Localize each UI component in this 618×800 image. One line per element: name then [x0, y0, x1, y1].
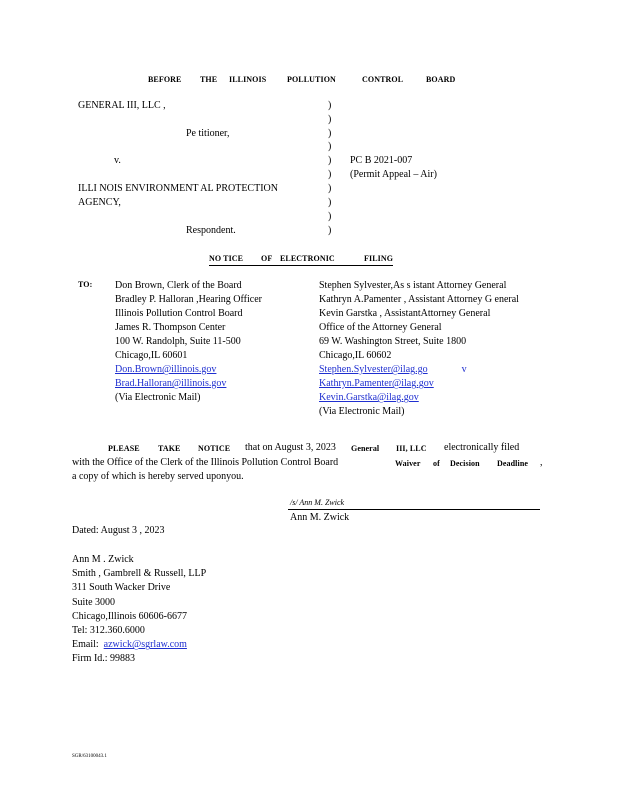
- paren: ): [328, 211, 332, 222]
- paren: ): [328, 128, 332, 139]
- notice-word-of: of: [433, 459, 440, 468]
- dated-line: Dated: August 3 , 2023: [72, 525, 165, 536]
- service-right-via: (Via Electronic Mail): [319, 406, 405, 417]
- notice-date-text: that on August 3, 2023: [245, 442, 336, 453]
- electronic-signature: /s/ Ann M. Zwick: [290, 498, 345, 507]
- notice-line-2: with the Office of the Clerk of the Illinois Pollution Control Board: [72, 457, 339, 468]
- title-word-notice: NO TICE: [209, 254, 244, 263]
- paren: ): [328, 141, 332, 152]
- attorney-line: Ann M . Zwick: [72, 554, 134, 565]
- paren: ): [328, 100, 332, 111]
- email-label: Email:: [72, 639, 99, 651]
- title-word-filing: FILING: [364, 254, 394, 263]
- petitioner-name: GENERAL III, LLC ,: [78, 100, 166, 111]
- service-right-line: 69 W. Washington Street, Suite 1800: [319, 336, 467, 347]
- notice-line-1-end: electronically filed: [444, 442, 520, 453]
- versus-label: v.: [114, 155, 121, 166]
- attorney-email-line: [72, 638, 208, 652]
- service-left-line: Bradley P. Halloran ,Hearing Officer: [115, 294, 262, 305]
- attorney-line: Tel: 312.360.6000: [72, 625, 145, 637]
- service-left-via: (Via Electronic Mail): [115, 392, 201, 403]
- email-link-kevin-garstka[interactable]: Kevin.Garstka@ilag.gov: [319, 392, 419, 403]
- email-link-stephen-sylvester-tail[interactable]: v: [461, 364, 467, 375]
- email-link-stephen-sylvester-wrap: [319, 363, 519, 377]
- notice-word-please: PLEASE: [108, 444, 140, 453]
- paren: ): [328, 225, 332, 236]
- notice-word-general: General: [351, 444, 380, 453]
- paren: ): [328, 114, 332, 125]
- footer-document-code: SGR/63100043.1: [72, 754, 107, 759]
- signer-name: Ann M. Zwick: [290, 512, 350, 523]
- case-number: PC B 2021-007: [350, 155, 413, 166]
- respondent-label: Respondent.: [186, 225, 236, 236]
- service-left-line: Illinois Pollution Control Board: [115, 308, 243, 319]
- attorney-line: Smith , Gambrell & Russell, LLP: [72, 568, 207, 580]
- notice-line-3: a copy of which is hereby served uponyou.: [72, 471, 244, 482]
- email-link-kathryn-pamenter[interactable]: Kathryn.Pamenter@ilag.gov: [319, 378, 434, 389]
- heading-before: BEFORE: [148, 75, 182, 84]
- respondent-name-line-1: ILLI NOIS ENVIRONMENT AL PROTECTION: [78, 183, 278, 194]
- to-label: TO:: [78, 280, 93, 289]
- service-left-line: 100 W. Randolph, Suite 11-500: [115, 336, 241, 347]
- paren: ): [328, 197, 332, 208]
- service-right-line: Kathryn A.Pamenter , Assistant Attorney G eneral: [319, 294, 519, 305]
- service-right-line: Stephen Sylvester,As s istant Attorney General: [319, 280, 507, 291]
- attorney-line: Chicago,Illinois 60606-6677: [72, 610, 187, 622]
- service-list-left: [115, 279, 262, 405]
- heading-the: THE: [200, 75, 218, 84]
- service-list-right: [319, 279, 519, 419]
- heading-control: CONTROL: [362, 75, 404, 84]
- heading-board: BOARD: [426, 75, 456, 84]
- firm-id: Firm Id.: 99883: [72, 653, 136, 665]
- signature-line: [288, 509, 540, 510]
- email-link-don-brown[interactable]: Don.Brown@illinois.gov: [115, 364, 217, 375]
- respondent-name-line-2: AGENCY,: [78, 197, 121, 208]
- notice-word-notice: NOTICE: [198, 444, 231, 453]
- notice-word-take: TAKE: [158, 444, 181, 453]
- email-link-stephen-sylvester[interactable]: Stephen.Sylvester@ilag.go: [319, 364, 428, 375]
- service-right-line: Office of the Attorney General: [319, 322, 442, 333]
- notice-word-deadline: Deadline: [497, 459, 529, 468]
- heading-pollution: POLLUTION: [287, 75, 336, 84]
- attorney-line: Suite 3000: [72, 596, 116, 608]
- notice-word-iii-llc: III, LLC: [396, 444, 427, 453]
- email-link-brad-halloran-wrap: [115, 377, 262, 391]
- email-link-ann-zwick[interactable]: azwick@sgrlaw.com: [103, 639, 187, 651]
- title-word-of: OF: [261, 254, 273, 263]
- service-right-line: Chicago,IL 60602: [319, 350, 392, 361]
- service-left-line: Chicago,IL 60601: [115, 350, 188, 361]
- notice-word-decision: Decision: [450, 459, 480, 468]
- service-left-line: James R. Thompson Center: [115, 322, 226, 333]
- attorney-line: 311 South Wacker Drive: [72, 582, 171, 594]
- paren: ): [328, 183, 332, 194]
- email-link-kevin-garstka-wrap: [319, 391, 519, 405]
- notice-word-waiver: Waiver: [395, 459, 421, 468]
- notice-line-2-end: ,: [540, 457, 543, 468]
- title-underline: [209, 265, 393, 266]
- title-word-electronic: ELECTRONIC: [280, 254, 335, 263]
- paren: ): [328, 169, 332, 180]
- heading-illinois: ILLINOIS: [229, 75, 267, 84]
- attorney-block: [72, 553, 208, 667]
- email-link-brad-halloran[interactable]: Brad.Halloran@illinois.gov: [115, 378, 227, 389]
- email-link-kathryn-pamenter-wrap: [319, 377, 519, 391]
- case-type: (Permit Appeal – Air): [350, 169, 437, 180]
- petitioner-label: Pe titioner,: [186, 128, 230, 139]
- service-right-line: Kevin Garstka , AssistantAttorney General: [319, 308, 491, 319]
- service-left-line: Don Brown, Clerk of the Board: [115, 280, 242, 291]
- paren: ): [328, 155, 332, 166]
